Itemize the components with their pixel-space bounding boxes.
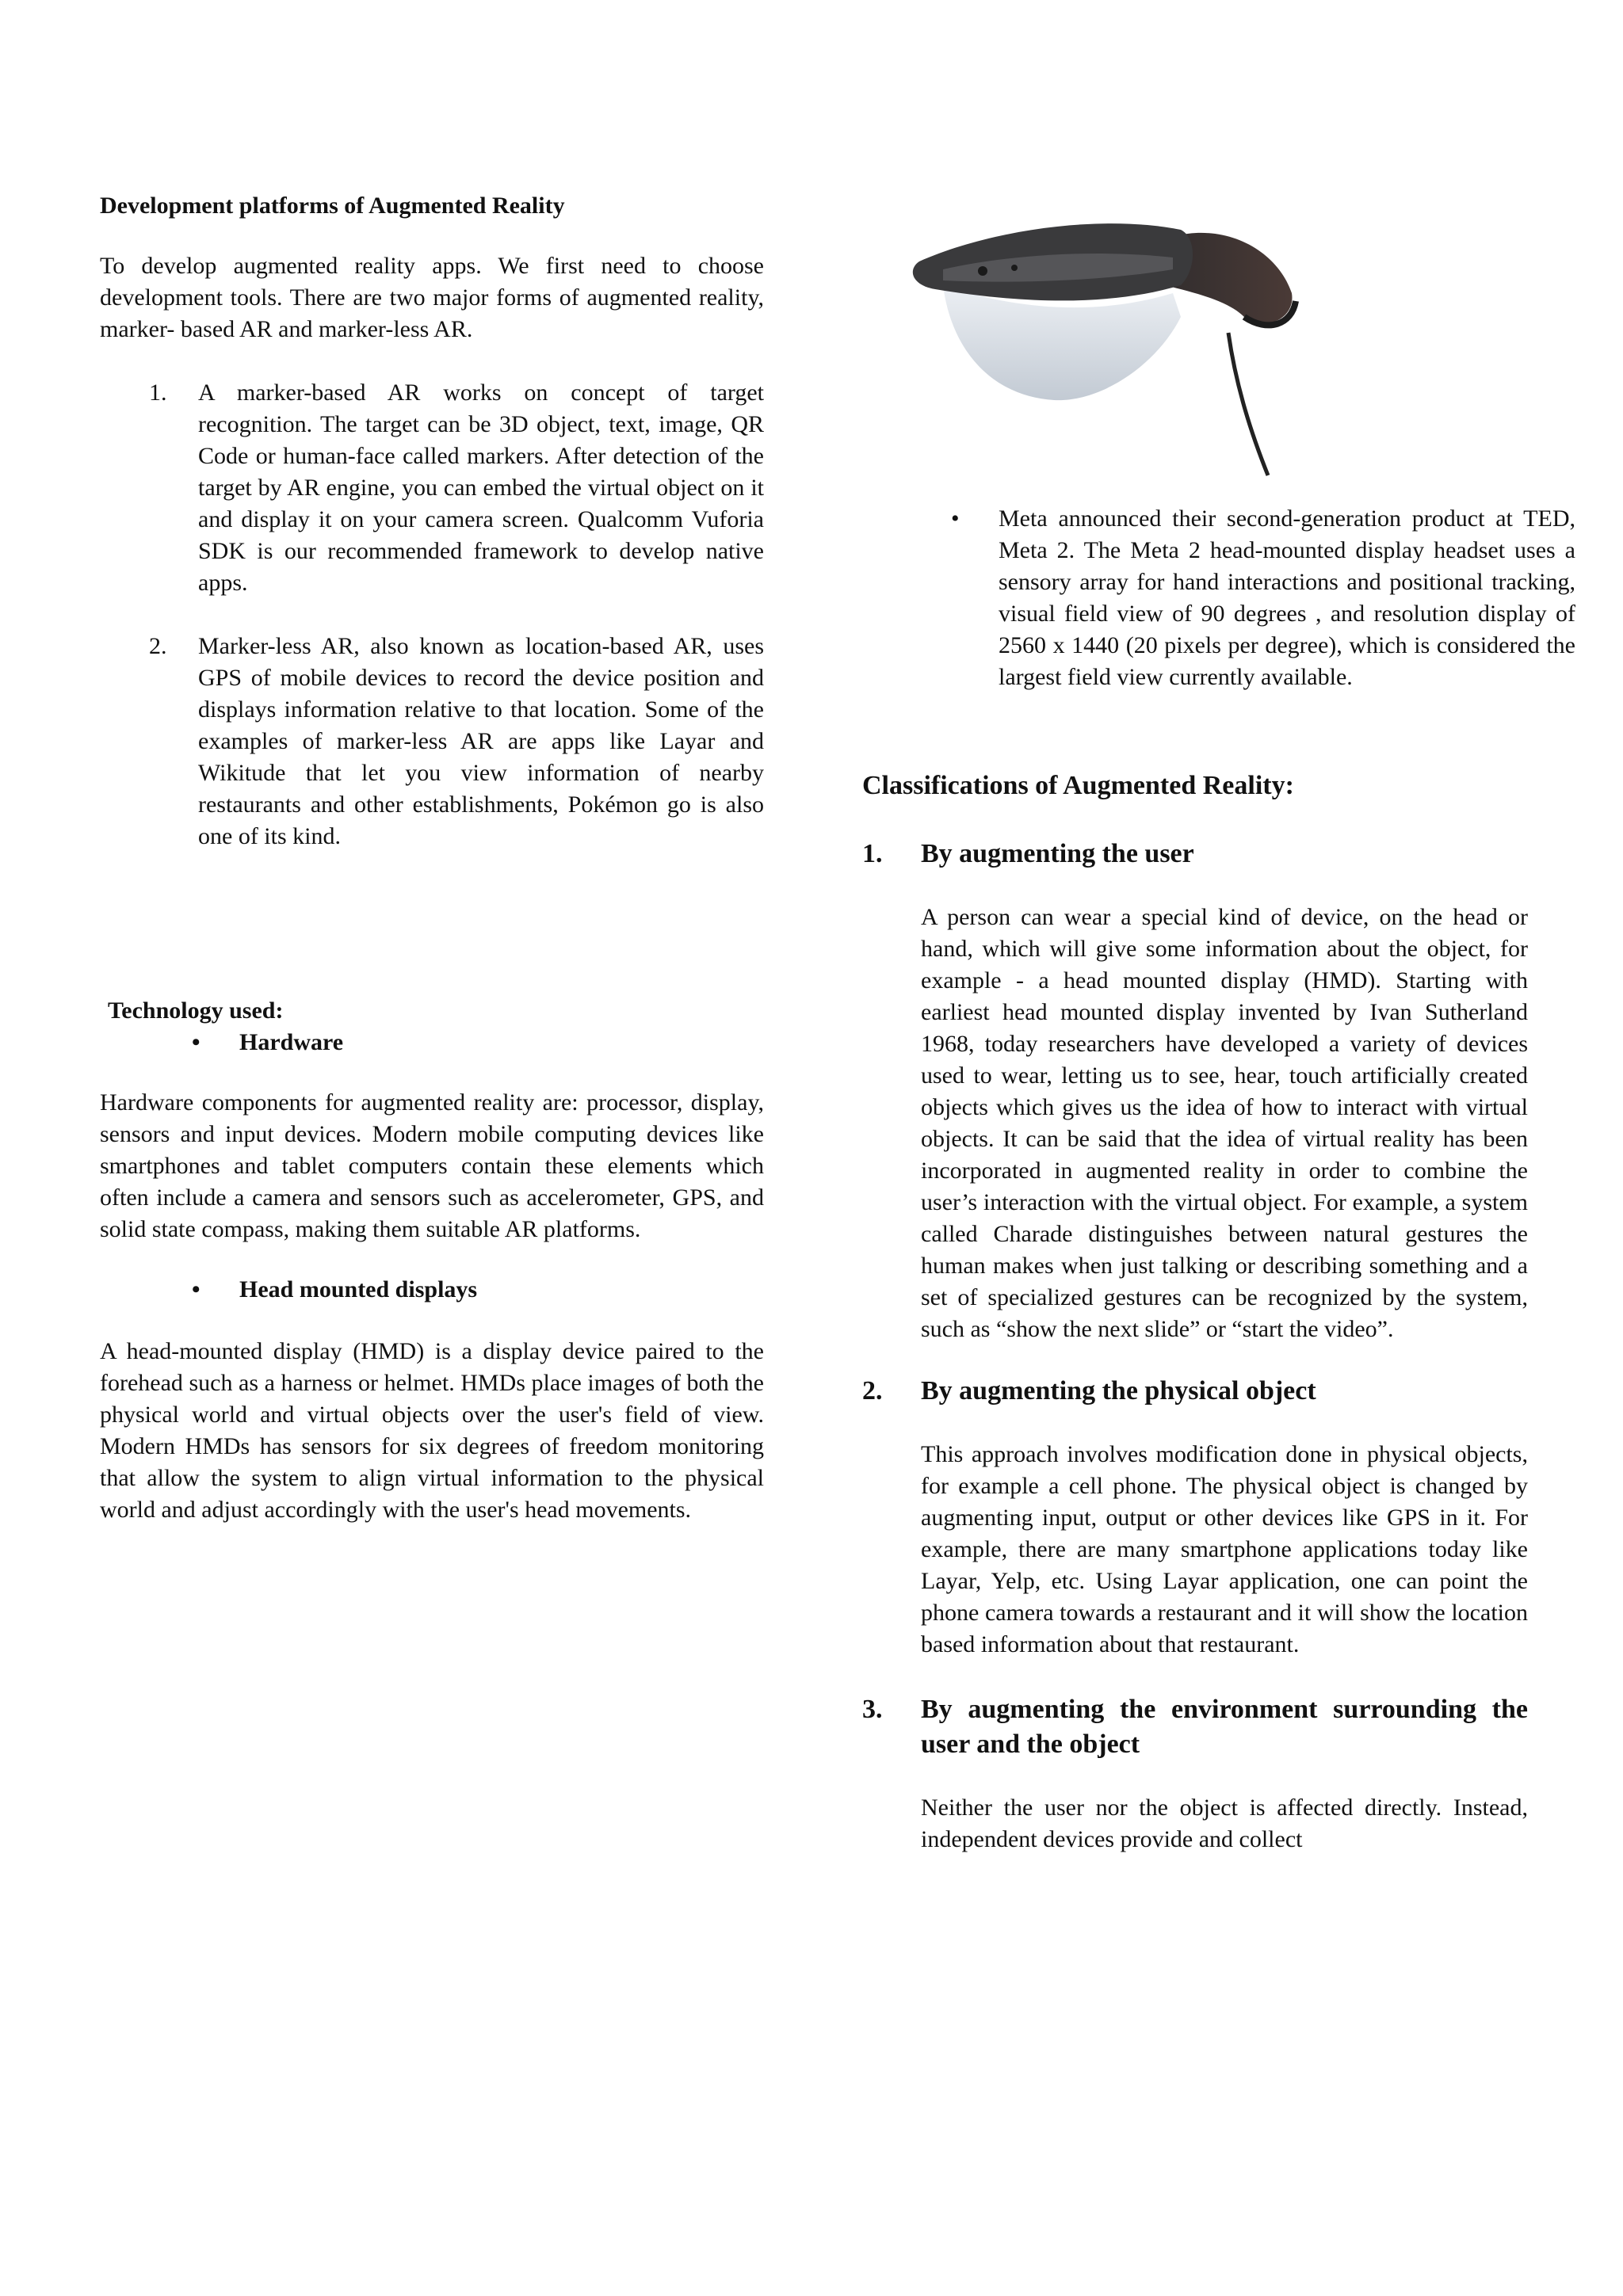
hmd-paragraph: A head-mounted display (HMD) is a display device paired to the forehead such as a harness or helmet. HMDs place images of both the physical world and virtual objects over the user's field of view. Modern HMDs has sensors for six degrees of freedom monitoring that allow the system to align virtual information to the physical world and adjust accordingly with the user's head movements. [100,1338,764,1523]
section-heading-dev-platforms: Development platforms of Augmented Reality [100,193,565,219]
right-column [862,769,1528,1855]
bullet-hmd [100,1274,764,1306]
section-body [862,1439,1528,1661]
meta-paragraph: Meta announced their second-generation product at TED, Meta 2. The Meta 2 head-mounted display headset uses a sensory array for hand interactions and positional tracking, visual field view of 90 degrees , and resolution display of 2560 x 1440 (20 pixels per degree), which is considered the largest field view currently available. [999,505,1575,690]
bullet-icon: • [192,1276,200,1302]
tech-used-heading: Technology used: [108,997,284,1024]
ar-forms-list [100,377,764,852]
bullet-icon: • [192,1029,200,1055]
classification-section [862,1692,1528,1762]
section-title: By augmenting the physical object [921,1376,1316,1405]
section-number: 3. [862,1695,883,1724]
section-number: 2. [862,1376,883,1405]
headset-image [896,198,1339,483]
classification-section [862,1374,1528,1409]
bullet-hardware-label: Hardware [239,1029,344,1055]
list-item [100,377,764,599]
section-title: By augmenting the environment surrounding the user and the object [921,1695,1528,1759]
headset-icon [896,198,1339,483]
list-item-text: Marker-less AR, also known as location-based AR, uses GPS of mobile devices to record the device position and displays information relative to that location. Some of the examples of marker-less AR are apps like Layar and Wikitude that let you view information of nearby restaurants and other establishments, Pokémon go is also one of its kind. [198,633,764,849]
section-paragraph: A person can wear a special kind of device, on the head or hand, which will give some information about the object, for example - a head mounted display (HMD). Starting with earliest head mounted display invented by Ivan Sutherland 1968, today researchers have developed a variety of devices used to wear, letting us to see, hear, touch artificially created objects which gives us the idea of how to interact with virtual objects. It can be said that the idea of virtual reality has been incorporated in augmented reality in order to combine the user’s interaction with the virtual object. For example, a system called Charade distinguishes between natural gestures the human makes when just talking or describing something and a set of specialized gestures can be recognized by the system, such as “show the next slide” or “start the video”. [921,904,1528,1342]
bullet-hardware [100,1027,764,1058]
section-number: 1. [862,839,883,868]
meta-bullet [951,503,1575,693]
bullet-icon: • [951,505,960,532]
list-item [100,631,764,852]
section-body [862,1792,1528,1855]
classification-section [862,837,1528,871]
list-item-text: A marker-based AR works on concept of target recognition. The target can be 3D object, text, image, QR Code or human-face called markers. After detection of the target by AR engine, you can embed the virtual object on it and display it on your camera screen. Qualcomm Vuforia SDK is our recommended framework to develop native apps. [198,379,764,596]
classifications-heading: Classifications of Augmented Reality: [862,771,1294,800]
section-title: By augmenting the user [921,839,1194,868]
section-body [862,902,1528,1345]
list-number: 1. [149,379,167,406]
intro-paragraph: To develop augmented reality apps. We first need to choose development tools. There are two major forms of augmented reality, marker- based AR and marker-less AR. [100,253,764,342]
bullet-hmd-label: Head mounted displays [239,1276,478,1302]
list-number: 2. [149,633,167,659]
section-paragraph: This approach involves modification done in physical objects, for example a cell phone. The physical object is changed by augmenting input, output or other devices like GPS in it. For example, there are many smartphone applications today like Layar, Yelp, etc. Using Layar application, one can point the phone camera towards a restaurant and it will show the location based information about that restaurant. [921,1441,1528,1657]
left-column [100,190,764,1526]
section-paragraph: Neither the user nor the object is affected directly. Instead, independent devices provide and collect [921,1794,1528,1852]
hardware-paragraph: Hardware components for augmented reality are: processor, display, sensors and input devices. Modern mobile computing devices like smartphones and tablet computers contain these elements which often include a camera and sensors such as accelerometer, GPS, and solid state compass, making them suitable AR platforms. [100,1089,764,1242]
